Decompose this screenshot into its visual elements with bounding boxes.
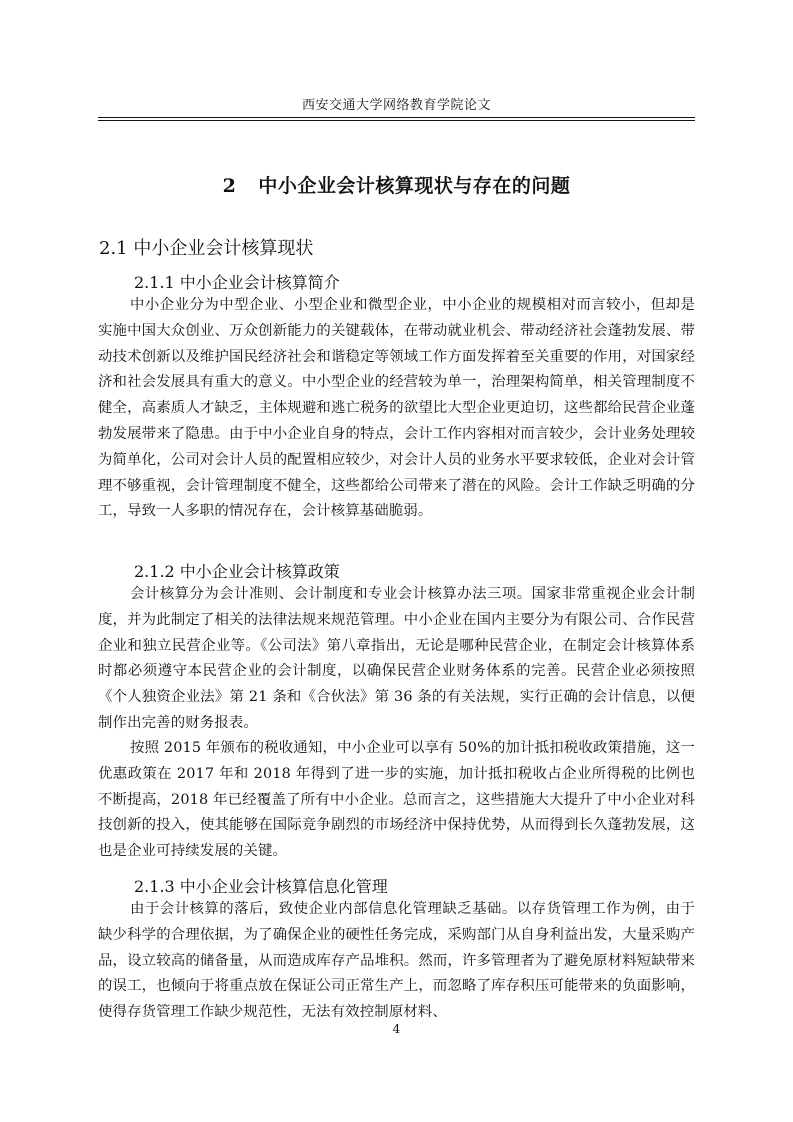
page-number: 4 bbox=[392, 1022, 401, 1036]
chapter-title-text: 中小企业会计核算现状与存在的问题 bbox=[258, 175, 571, 197]
running-header: 西安交通大学网络教育学院论文 bbox=[301, 98, 491, 113]
paragraph-2-1-1: 中小企业分为中型企业、小型企业和微型企业，中小企业的规模相对而言较小，但却是实施中国大众创业、万众创新能力的关键载体，在带动就业机会、带动经济社会蓬勃发展、带动技术创新以及维护国民经济社会和谐稳定等领域工作方面发挥着至关重要的作用，对国家经济和社会发展具有重大的意义。中小型企业的经营较为单一，治理架构简单，相关管理制度不健全，高素质人才缺乏，主体规避和逃亡税务的欲望比大型企业更迫切，这些都给民营企业蓬勃发展带来了隐患。由于中小企业自身的特点，会计工作内容相对而言较少，会计业务处理较为简单化，公司对会计人员的配置相应较少，对会计人员的业务水平要求较低，企业对会计管理不够重视，会计管理制度不健全，这些都给公司带来了潜在的风险。会计工作缺乏明确的分工，导致一人多职的情况存在，会计核算基础脆弱。 bbox=[98, 297, 695, 520]
chapter-number: 2 bbox=[222, 175, 237, 197]
header-rule-thin bbox=[98, 120, 695, 121]
chapter-title bbox=[98, 171, 695, 198]
paragraph-2-1-3: 由于会计核算的落后，致使企业内部信息化管理缺乏基础。以存货管理工作为例，由于缺少科学的合理依据，为了确保企业的硬性任务完成，采购部门从自身利益出发，大量采购产品，设立较高的储备量，从而造成库存产品堆积。然而，许多管理者为了避免原材料短缺带来的误工，也倾向于将重点放在保证公司正常生产上，而忽略了库存积压可能带来的负面影响，使得存货管理工作缺少规范性，无法有效控制原材料、 bbox=[98, 901, 695, 1021]
subsection-heading-2-1-1: 2.1.1 中小企业会计核算简介 bbox=[134, 273, 340, 292]
section-heading-2-1: 2.1 中小企业会计核算现状 bbox=[99, 238, 314, 259]
paragraph-2-1-2-a: 会计核算分为会计准则、会计制度和专业会计核算办法三项。国家非常重视企业会计制度，并为此制定了相关的法律法规来规范管理。中小企业在国内主要分为有限公司、合作民营企业和独立民营企业等。《公司法》第八章指出，无论是哪种民营企业，在制定会计核算体系时都必须遵守本民营企业的会计制度，以确保民营企业财务体系的完善。民营企业必须按照《个人独资企业法》第 21 条和《合伙法》第 36 条的有关法规，实行正确的会计信息，以便制作出完善的财务报表。 bbox=[98, 586, 695, 731]
paragraph-2-1-2-b: 按照 2015 年颁布的税收通知，中小企业可以享有 50%的加计抵扣税收政策措施，这一优惠政策在 2017 年和 2018 年得到了进一步的实施，加计抵扣税收占企业所得税的比例也不断提高，2018 年已经覆盖了所有中小企业。总而言之，这些措施大大提升了中小企业对科技创新的投入，使其能够在国际竞争剧烈的市场经济中保持优势，从而得到长久蓬勃发展，这也是企业可持续发展的关键。 bbox=[98, 740, 695, 860]
header-rule bbox=[98, 117, 695, 118]
subsection-heading-2-1-3: 2.1.3 中小企业会计核算信息化管理 bbox=[134, 877, 388, 896]
subsection-heading-2-1-2: 2.1.2 中小企业会计核算政策 bbox=[134, 562, 340, 581]
